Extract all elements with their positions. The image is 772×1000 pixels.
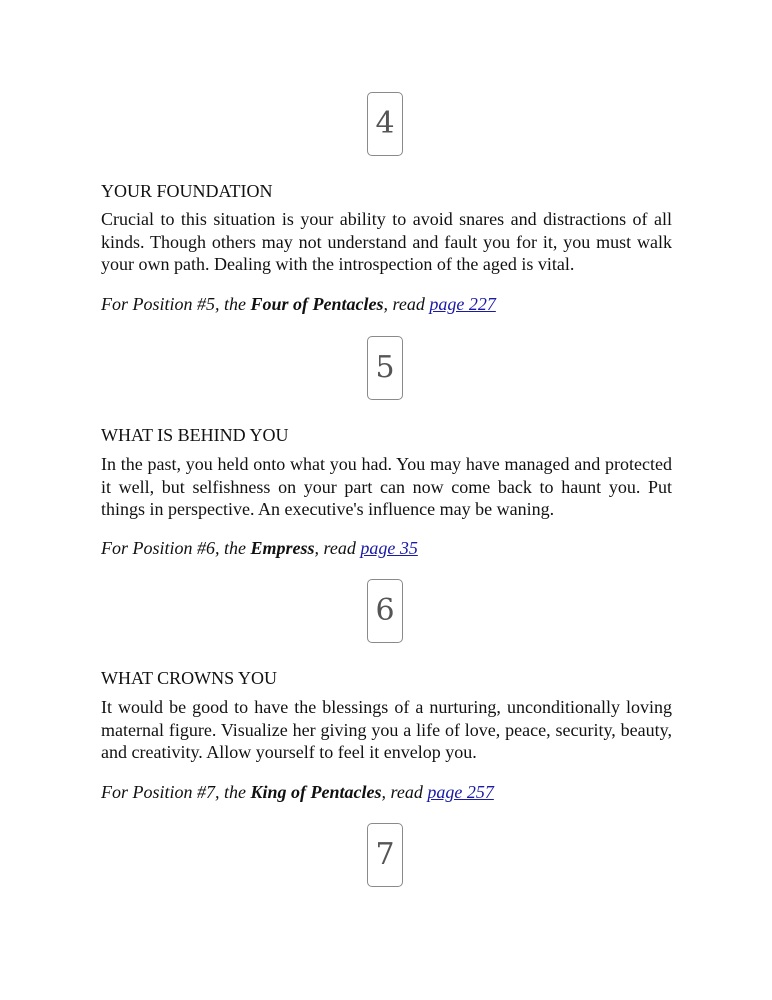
reading-reference-position-6: [101, 537, 418, 559]
ref-middle: , read: [383, 294, 430, 314]
ref-middle: , read: [381, 782, 428, 802]
reading-reference-position-7: [101, 781, 494, 803]
section-body-foundation: Crucial to this situation is your ability to avoid snares and distractions of all kinds. Though others may not understand and fault you for it, you must walk your own path. Dealing with the introspection of the aged is vital.: [101, 209, 672, 274]
section-body-crowns: It would be good to have the blessings of a nurturing, unconditionally loving maternal figure. Visualize her giving you a life of love, peace, security, beauty, and creativity. Allow yourself to feel it envelop you.: [101, 697, 672, 762]
ref-prefix: For Position #5, the: [101, 294, 251, 314]
section-heading-behind: WHAT IS BEHIND YOU: [101, 425, 289, 445]
position-card-7: 7: [367, 823, 403, 887]
ref-card-name: King of Pentacles: [250, 782, 382, 802]
ref-middle: , read: [314, 538, 361, 558]
ref-card-name: Four of Pentacles: [250, 294, 384, 314]
section-body-behind: In the past, you held onto what you had. You may have managed and protected it well, but selfishness on your part can now come back to haunt you. Put things in perspective. An executive's influence may be waning.: [101, 454, 672, 519]
position-card-6: 6: [367, 579, 403, 643]
ref-card-name: Empress: [250, 538, 315, 558]
ref-prefix: For Position #6, the: [101, 538, 251, 558]
page-link-257[interactable]: page 257: [427, 782, 494, 802]
position-card-5: 5: [367, 336, 403, 400]
page-link-35[interactable]: page 35: [360, 538, 418, 558]
section-heading-crowns: WHAT CROWNS YOU: [101, 668, 278, 688]
ref-prefix: For Position #7, the: [101, 782, 251, 802]
position-card-4: 4: [367, 92, 403, 156]
section-heading-foundation: YOUR FOUNDATION: [101, 181, 273, 201]
page-link-227[interactable]: page 227: [429, 294, 496, 314]
reading-reference-position-5: [101, 293, 496, 315]
